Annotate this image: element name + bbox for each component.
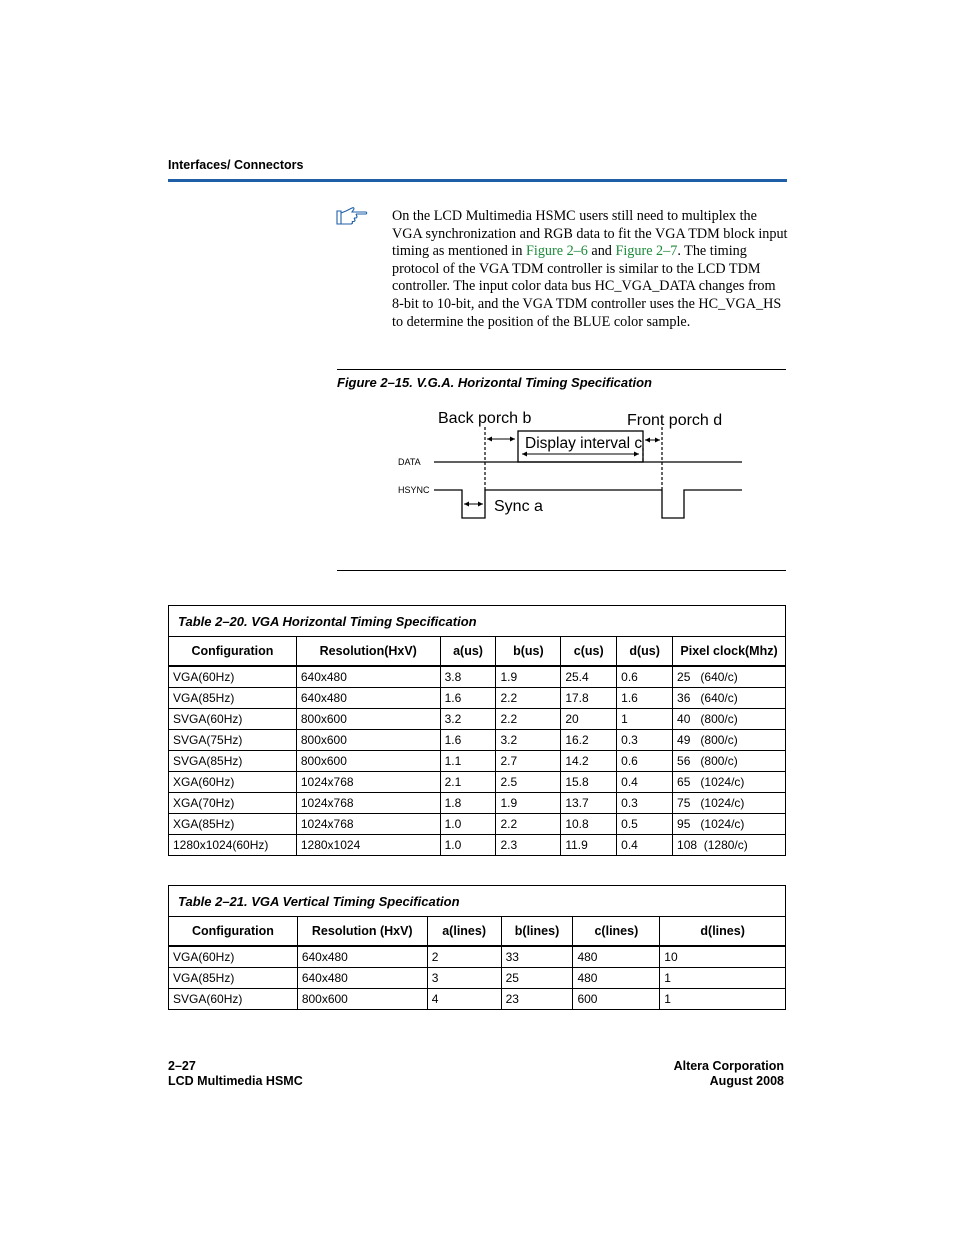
table-body <box>169 666 786 856</box>
table-cell: 640x480 <box>296 688 440 709</box>
column-header: Pixel clock(Mhz) <box>673 637 786 667</box>
table-caption: Table 2–21. VGA Vertical Timing Specification <box>169 886 786 917</box>
header-rule <box>168 179 787 182</box>
table-row <box>169 688 786 709</box>
table-cell: 640x480 <box>296 666 440 688</box>
table-cell: 2.3 <box>496 835 561 856</box>
table-cell: 1280x1024(60Hz) <box>169 835 297 856</box>
column-header: b(us) <box>496 637 561 667</box>
table-cell: 25 (640/c) <box>673 666 786 688</box>
table-cell: 1024x768 <box>296 772 440 793</box>
table-cell: SVGA(60Hz) <box>169 709 297 730</box>
column-header: Resolution(HxV) <box>296 637 440 667</box>
table-cell: 1.8 <box>440 793 496 814</box>
table-cell: 14.2 <box>561 751 617 772</box>
table-row <box>169 946 786 968</box>
table-cell: 23 <box>501 989 573 1010</box>
figure-caption: Figure 2–15. V.G.A. Horizontal Timing Specification <box>337 375 652 390</box>
column-header: d(us) <box>617 637 673 667</box>
table-cell: 0.6 <box>617 751 673 772</box>
table-cell: 1280x1024 <box>296 835 440 856</box>
table-cell: 10 <box>660 946 786 968</box>
display-interval-label: Display interval c <box>525 435 643 452</box>
table-cell: 95 (1024/c) <box>673 814 786 835</box>
table-cell: 800x600 <box>296 709 440 730</box>
table-cell: 33 <box>501 946 573 968</box>
table-cell: 600 <box>573 989 660 1010</box>
table-cell: SVGA(60Hz) <box>169 989 298 1010</box>
table-cell: VGA(85Hz) <box>169 688 297 709</box>
table-cell: 20 <box>561 709 617 730</box>
table-cell: 2.2 <box>496 688 561 709</box>
table-cell: 0.3 <box>617 730 673 751</box>
table-cell: 36 (640/c) <box>673 688 786 709</box>
figure-bottom-rule <box>337 570 786 571</box>
table-cell: 4 <box>427 989 501 1010</box>
table-row <box>169 968 786 989</box>
table-cell: 3.8 <box>440 666 496 688</box>
table-cell: SVGA(75Hz) <box>169 730 297 751</box>
table-row <box>169 751 786 772</box>
table-cell: 0.6 <box>617 666 673 688</box>
table-caption: Table 2–20. VGA Horizontal Timing Specification <box>169 606 786 637</box>
front-porch-label: Front porch d <box>627 412 723 429</box>
table-cell: 2.2 <box>496 814 561 835</box>
table-cell: XGA(70Hz) <box>169 793 297 814</box>
table-cell: 13.7 <box>561 793 617 814</box>
table-cell: 640x480 <box>297 968 427 989</box>
table-cell: SVGA(85Hz) <box>169 751 297 772</box>
table-cell: VGA(60Hz) <box>169 946 298 968</box>
pointing-hand-icon <box>336 206 368 226</box>
column-header: Configuration <box>169 917 298 947</box>
column-header: Configuration <box>169 637 297 667</box>
table-cell: 1 <box>617 709 673 730</box>
column-header: c(us) <box>561 637 617 667</box>
table-cell: 2.7 <box>496 751 561 772</box>
footer-left <box>168 1059 303 1089</box>
table-cell: 800x600 <box>296 751 440 772</box>
table-cell: 1.9 <box>496 793 561 814</box>
table-row <box>169 989 786 1010</box>
footer-right <box>674 1059 784 1089</box>
publication-date: August 2008 <box>709 1074 784 1088</box>
figure-top-rule <box>337 369 786 370</box>
table-cell: 16.2 <box>561 730 617 751</box>
document-title: LCD Multimedia HSMC <box>168 1074 303 1088</box>
table-cell: 25.4 <box>561 666 617 688</box>
table-cell: 2.1 <box>440 772 496 793</box>
table-row <box>169 730 786 751</box>
table-cell: 0.5 <box>617 814 673 835</box>
column-header: d(lines) <box>660 917 786 947</box>
table-cell: 75 (1024/c) <box>673 793 786 814</box>
horizontal-timing-table <box>168 605 786 856</box>
table-cell: 56 (800/c) <box>673 751 786 772</box>
table-cell: 2.5 <box>496 772 561 793</box>
table-body <box>169 946 786 1010</box>
column-header: Resolution (HxV) <box>297 917 427 947</box>
table-row <box>169 814 786 835</box>
table-cell: 1 <box>660 968 786 989</box>
note-text-part: On the LCD Multimedia HSMC users still need to multiplex the VGA synchronization and RGB data to fit the VGA TDM block input timing as mentioned in <box>392 208 788 260</box>
table-cell: 3 <box>427 968 501 989</box>
table-row <box>169 709 786 730</box>
column-header: c(lines) <box>573 917 660 947</box>
table-cell: 800x600 <box>297 989 427 1010</box>
table-cell: 1.0 <box>440 814 496 835</box>
table-row <box>169 835 786 856</box>
table-cell: 2 <box>427 946 501 968</box>
section-header-title: Interfaces/ Connectors <box>168 158 304 172</box>
table-cell: 1.6 <box>440 688 496 709</box>
table-cell: 10.8 <box>561 814 617 835</box>
table-cell: 3.2 <box>440 709 496 730</box>
back-porch-label: Back porch b <box>438 410 532 427</box>
table-cell: 1024x768 <box>296 814 440 835</box>
figure-2-6-link[interactable]: Figure 2–6 <box>525 243 588 260</box>
table-cell: 1024x768 <box>296 793 440 814</box>
table-cell: 65 (1024/c) <box>673 772 786 793</box>
table-cell: 1.0 <box>440 835 496 856</box>
table-cell: 3.2 <box>496 730 561 751</box>
timing-diagram <box>392 400 752 530</box>
table-cell: 15.8 <box>561 772 617 793</box>
vertical-timing-table <box>168 885 786 1010</box>
data-signal-label: DATA <box>398 457 421 467</box>
table-cell: VGA(60Hz) <box>169 666 297 688</box>
table-cell: 480 <box>573 968 660 989</box>
table-cell: 0.3 <box>617 793 673 814</box>
table-cell: 108 (1280/c) <box>673 835 786 856</box>
table-cell: 17.8 <box>561 688 617 709</box>
note-text-part: . The timing protocol of the VGA TDM controller is similar to the LCD TDM controller. The input color data bus HC_VGA_DATA changes from 8-bit to 10-bit, and the VGA TDM controller uses the HC_VGA_HS to determine the position of the BLUE color sample. <box>392 243 782 330</box>
table-cell: 49 (800/c) <box>673 730 786 751</box>
table-cell: 2.2 <box>496 709 561 730</box>
table-cell: XGA(60Hz) <box>169 772 297 793</box>
table-cell: 480 <box>573 946 660 968</box>
table-cell: 0.4 <box>617 772 673 793</box>
table-cell: 1.1 <box>440 751 496 772</box>
table-cell: 800x600 <box>296 730 440 751</box>
company-name: Altera Corporation <box>673 1059 784 1073</box>
column-header: b(lines) <box>501 917 573 947</box>
table-cell: VGA(85Hz) <box>169 968 298 989</box>
table-cell: 11.9 <box>561 835 617 856</box>
note-paragraph <box>392 208 788 331</box>
note-text-part: and <box>587 243 616 260</box>
table-cell: 640x480 <box>297 946 427 968</box>
table-cell: 25 <box>501 968 573 989</box>
table-cell: 0.4 <box>617 835 673 856</box>
column-header: a(us) <box>440 637 496 667</box>
table-cell: 1.6 <box>617 688 673 709</box>
table-cell: 1 <box>660 989 786 1010</box>
table-row <box>169 666 786 688</box>
table-cell: 40 (800/c) <box>673 709 786 730</box>
figure-2-7-link[interactable]: Figure 2–7 <box>615 243 678 260</box>
sync-label: Sync a <box>494 498 543 515</box>
table-row <box>169 793 786 814</box>
column-header: a(lines) <box>427 917 501 947</box>
hsync-signal-label: HSYNC <box>398 485 430 495</box>
table-cell: XGA(85Hz) <box>169 814 297 835</box>
table-cell: 1.9 <box>496 666 561 688</box>
table-cell: 1.6 <box>440 730 496 751</box>
table-row <box>169 772 786 793</box>
page-number: 2–27 <box>168 1059 196 1073</box>
